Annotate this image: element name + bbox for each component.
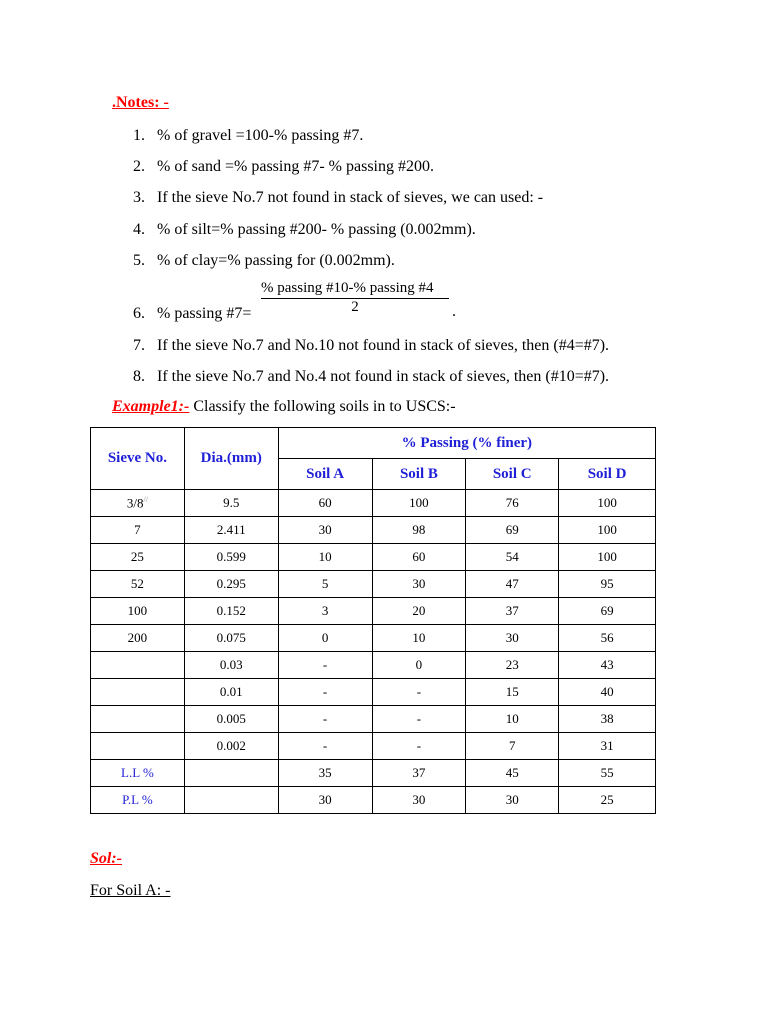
liquid-limit-label: L.L % (91, 760, 185, 787)
note-number: 7. (133, 337, 145, 354)
dia-cell: 0.075 (184, 625, 278, 652)
table-row (91, 517, 656, 544)
note-number: 6. (133, 305, 145, 322)
soil-d-cell: 55 (559, 760, 656, 787)
note-item (133, 188, 543, 208)
sieve-cell: 7 (91, 517, 185, 544)
dia-cell: 0.03 (184, 652, 278, 679)
sieve-cell (91, 733, 185, 760)
soil-b-cell: 0 (372, 652, 466, 679)
soil-a-cell: 5 (278, 571, 372, 598)
soil-b-cell: 98 (372, 517, 466, 544)
dia-cell: 0.152 (184, 598, 278, 625)
soil-a-subheading: For Soil A: - (90, 882, 171, 899)
example-heading (112, 398, 456, 416)
soil-a-cell: - (278, 679, 372, 706)
soil-a-cell: 10 (278, 544, 372, 571)
soil-b-cell: 30 (372, 571, 466, 598)
header-diameter: Dia.(mm) (184, 428, 278, 490)
note-text: % of sand =% passing #7- % passing #200. (157, 158, 434, 175)
note-item (133, 220, 476, 240)
table-header-row (91, 428, 656, 459)
header-sieve-no: Sieve No. (91, 428, 185, 490)
soil-d-cell: 31 (559, 733, 656, 760)
dia-cell (184, 760, 278, 787)
table-row (91, 571, 656, 598)
note-item (133, 251, 395, 271)
header-soil-a: Soil A (278, 459, 372, 490)
header-soil-c: Soil C (466, 459, 559, 490)
soil-d-cell: 25 (559, 787, 656, 814)
sieve-value: 3/8 (126, 495, 144, 511)
dia-cell: 0.01 (184, 679, 278, 706)
table-row (91, 733, 656, 760)
fraction-formula (261, 280, 449, 316)
dia-cell: 0.002 (184, 733, 278, 760)
soil-c-cell: 37 (466, 598, 559, 625)
solution-heading: Sol:- (90, 850, 122, 867)
soil-a-cell: 60 (278, 490, 372, 517)
soil-b-cell: 37 (372, 760, 466, 787)
note-text: If the sieve No.7 and No.4 not found in stack of sieves, then (#10=#7). (157, 368, 610, 385)
soil-c-cell: 76 (466, 490, 559, 517)
soil-a-cell: - (278, 733, 372, 760)
soil-c-cell: 30 (466, 787, 559, 814)
table-row (91, 598, 656, 625)
note-number: 4. (133, 221, 145, 238)
soil-d-cell: 56 (559, 625, 656, 652)
soil-c-cell: 45 (466, 760, 559, 787)
note-text: % passing #7= (157, 305, 252, 322)
soil-b-cell: - (372, 679, 466, 706)
dia-cell (184, 787, 278, 814)
soil-d-cell: 69 (559, 598, 656, 625)
sieve-superscript: // (143, 494, 148, 504)
fraction-numerator: % passing #10-% passing #4 (261, 280, 449, 299)
soil-c-cell: 30 (466, 625, 559, 652)
soil-b-cell: 100 (372, 490, 466, 517)
soil-d-cell: 43 (559, 652, 656, 679)
dia-cell: 0.295 (184, 571, 278, 598)
fraction-denominator: 2 (351, 299, 359, 315)
note-number: 2. (133, 158, 145, 175)
soil-a-cell: 3 (278, 598, 372, 625)
header-soil-d: Soil D (559, 459, 656, 490)
table-row (91, 679, 656, 706)
soil-c-cell: 23 (466, 652, 559, 679)
note-item (133, 367, 609, 387)
sieve-cell (91, 490, 185, 517)
table-row (91, 652, 656, 679)
soil-c-cell: 7 (466, 733, 559, 760)
soil-b-cell: - (372, 733, 466, 760)
sieve-cell: 200 (91, 625, 185, 652)
dia-cell: 2.411 (184, 517, 278, 544)
soil-d-cell: 100 (559, 490, 656, 517)
sieve-cell: 100 (91, 598, 185, 625)
soil-a-cell: 35 (278, 760, 372, 787)
note-item (133, 126, 363, 146)
table-row (91, 625, 656, 652)
soil-c-cell: 10 (466, 706, 559, 733)
soil-d-cell: 40 (559, 679, 656, 706)
note-text: % of clay=% passing for (0.002mm). (157, 252, 395, 269)
note-number: 5. (133, 252, 145, 269)
note-item (133, 157, 434, 177)
soil-c-cell: 15 (466, 679, 559, 706)
soil-b-cell: 60 (372, 544, 466, 571)
soil-c-cell: 54 (466, 544, 559, 571)
note-item (133, 336, 609, 356)
soil-a-cell: 0 (278, 625, 372, 652)
note-text: If the sieve No.7 and No.10 not found in stack of sieves, then (#4=#7). (157, 337, 610, 354)
soil-a-cell: 30 (278, 787, 372, 814)
soil-a-cell: - (278, 652, 372, 679)
sieve-cell: 25 (91, 544, 185, 571)
example-label: Example1:- (112, 398, 190, 415)
sieve-cell (91, 706, 185, 733)
note-number: 1. (133, 127, 145, 144)
soil-c-cell: 47 (466, 571, 559, 598)
table-row (91, 706, 656, 733)
sieve-cell (91, 679, 185, 706)
soil-b-cell: 30 (372, 787, 466, 814)
soil-b-cell: - (372, 706, 466, 733)
table-row (91, 544, 656, 571)
note-text: % of silt=% passing #200- % passing (0.002mm). (157, 221, 476, 238)
note-number: 3. (133, 189, 145, 206)
table-row (91, 490, 656, 517)
soil-d-cell: 100 (559, 517, 656, 544)
soil-d-cell: 100 (559, 544, 656, 571)
sieve-analysis-table (90, 427, 656, 814)
soil-b-cell: 20 (372, 598, 466, 625)
dia-cell: 9.5 (184, 490, 278, 517)
dia-cell: 0.599 (184, 544, 278, 571)
soil-a-cell: - (278, 706, 372, 733)
note-item (133, 304, 251, 324)
soil-c-cell: 69 (466, 517, 559, 544)
fraction-trailing-dot: . (452, 303, 456, 320)
plastic-limit-label: P.L % (91, 787, 185, 814)
soil-d-cell: 95 (559, 571, 656, 598)
example-text: Classify the following soils in to USCS:- (189, 398, 456, 415)
notes-heading: .Notes: - (112, 94, 169, 111)
header-soil-b: Soil B (372, 459, 466, 490)
note-text: % of gravel =100-% passing #7. (157, 127, 364, 144)
sieve-cell (91, 652, 185, 679)
soil-d-cell: 38 (559, 706, 656, 733)
table-row (91, 760, 656, 787)
sieve-cell: 52 (91, 571, 185, 598)
dia-cell: 0.005 (184, 706, 278, 733)
note-number: 8. (133, 368, 145, 385)
header-percent-passing: % Passing (% finer) (278, 428, 655, 459)
table-row (91, 787, 656, 814)
soil-a-cell: 30 (278, 517, 372, 544)
note-text: If the sieve No.7 not found in stack of sieves, we can used: - (157, 189, 544, 206)
soil-b-cell: 10 (372, 625, 466, 652)
